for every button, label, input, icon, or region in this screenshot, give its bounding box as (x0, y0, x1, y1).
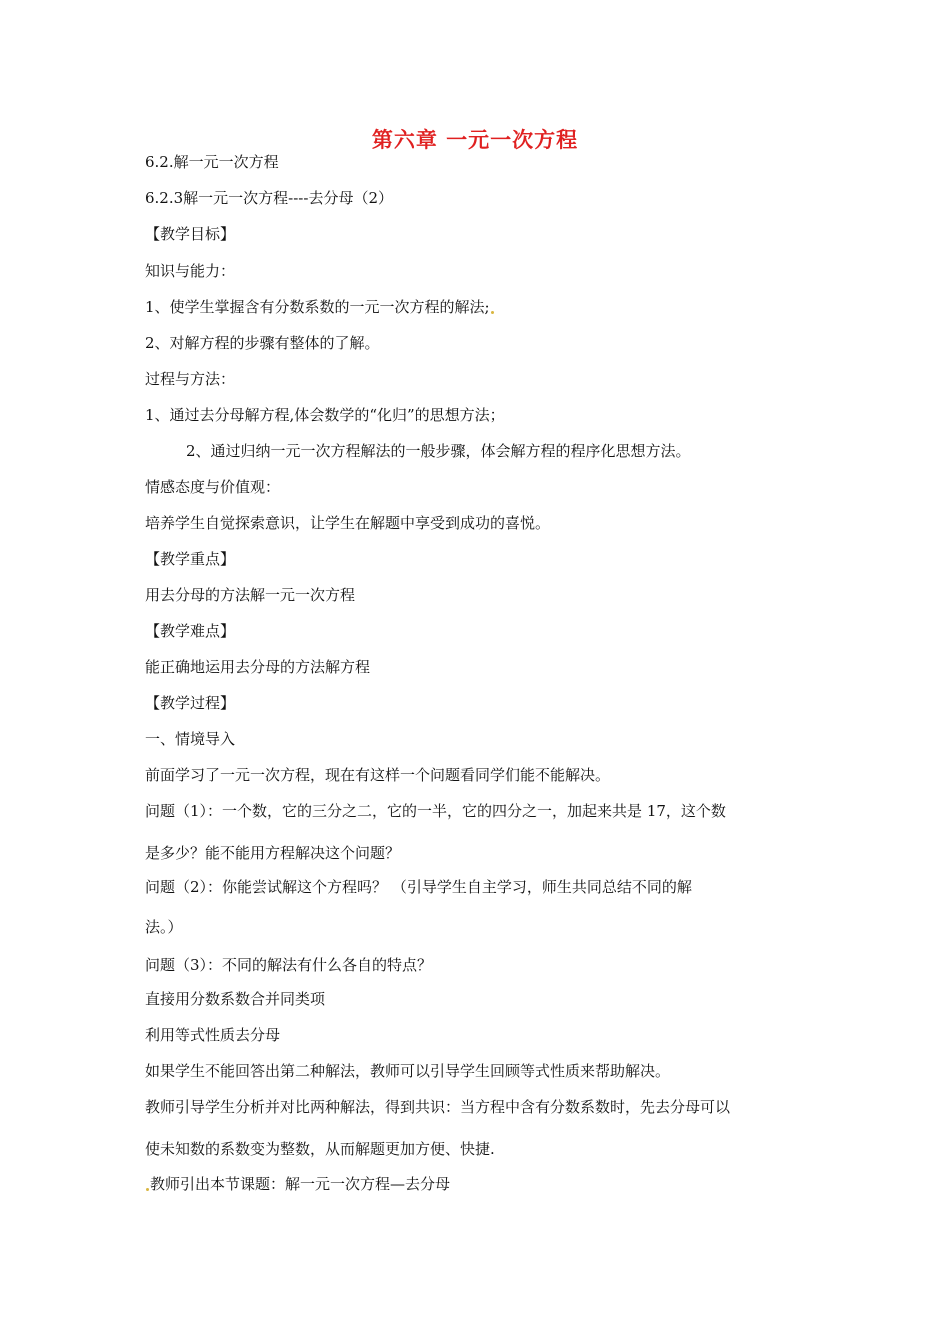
question-2-line-2: 法。） (145, 918, 183, 936)
intro-paragraph: 前面学习了一元一次方程，现在有这样一个问题看同学们能不能解决。 (145, 766, 611, 784)
attitude-item: 培养学生自觉探索意识，让学生在解题中享受到成功的喜悦。 (145, 514, 551, 532)
method-item-1: 1、通过去分母解方程,体会数学的“化归”的思想方法； (145, 406, 505, 424)
chapter-title: 第六章 一元一次方程 (371, 128, 579, 152)
process-heading: 【教学过程】 (145, 694, 236, 712)
consensus-line-1: 教师引导学生分析并对比两种解法，得到共识：当方程中含有分数系数时，先去分母可以 (145, 1098, 731, 1116)
goal-item-2: 2、对解方程的步骤有整体的了解。 (145, 334, 380, 352)
attitude-label: 情感态度与价值观： (145, 478, 281, 496)
key-point-text: 用去分母的方法解一元一次方程 (145, 586, 356, 604)
goal-item-1: 1、使学生掌握含有分数系数的一元一次方程的解法; (145, 297, 495, 317)
teaching-goals-heading: 【教学目标】 (145, 225, 236, 243)
subsection-heading: 6.2.3解一元一次方程----去分母（2） (145, 189, 393, 207)
consensus-line-2: 使未知数的系数变为整数，从而解题更加方便、快捷. (145, 1140, 495, 1158)
key-point-heading: 【教学重点】 (145, 550, 236, 568)
teacher-guide: 如果学生不能回答出第二种解法，教师可以引导学生回顾等式性质来帮助解决。 (145, 1062, 671, 1080)
intro-heading: 一、情境导入 (145, 730, 236, 748)
mark-dot (146, 1188, 149, 1191)
knowledge-ability-label: 知识与能力： (145, 262, 236, 280)
method-item-2: 2、通过归纳一元一次方程解法的一般步骤，体会解方程的程序化思想方法。 (186, 442, 691, 460)
process-method-label: 过程与方法： (145, 370, 236, 388)
method-direct: 直接用分数系数合并同类项 (145, 990, 326, 1008)
difficulty-text: 能正确地运用去分母的方法解方程 (145, 658, 371, 676)
difficulty-heading: 【教学难点】 (145, 622, 236, 640)
mark-dot (491, 311, 494, 314)
question-2-line-1: 问题（2）：你能尝试解这个方程吗？ （引导学生自主学习，师生共同总结不同的解 (145, 878, 692, 896)
question-3: 问题（3）：不同的解法有什么各自的特点？ (145, 956, 433, 974)
lesson-topic: 教师引出本节课题：解一元一次方程—去分母 (145, 1174, 450, 1194)
question-1-line-2: 是多少？能不能用方程解决这个问题？ (145, 844, 401, 862)
question-1-line-1: 问题（1）：一个数，它的三分之二，它的一半，它的四分之一，加起来共是 17，这个数 (145, 802, 726, 820)
method-property: 利用等式性质去分母 (145, 1026, 281, 1044)
section-heading: 6.2.解一元一次方程 (145, 153, 279, 171)
